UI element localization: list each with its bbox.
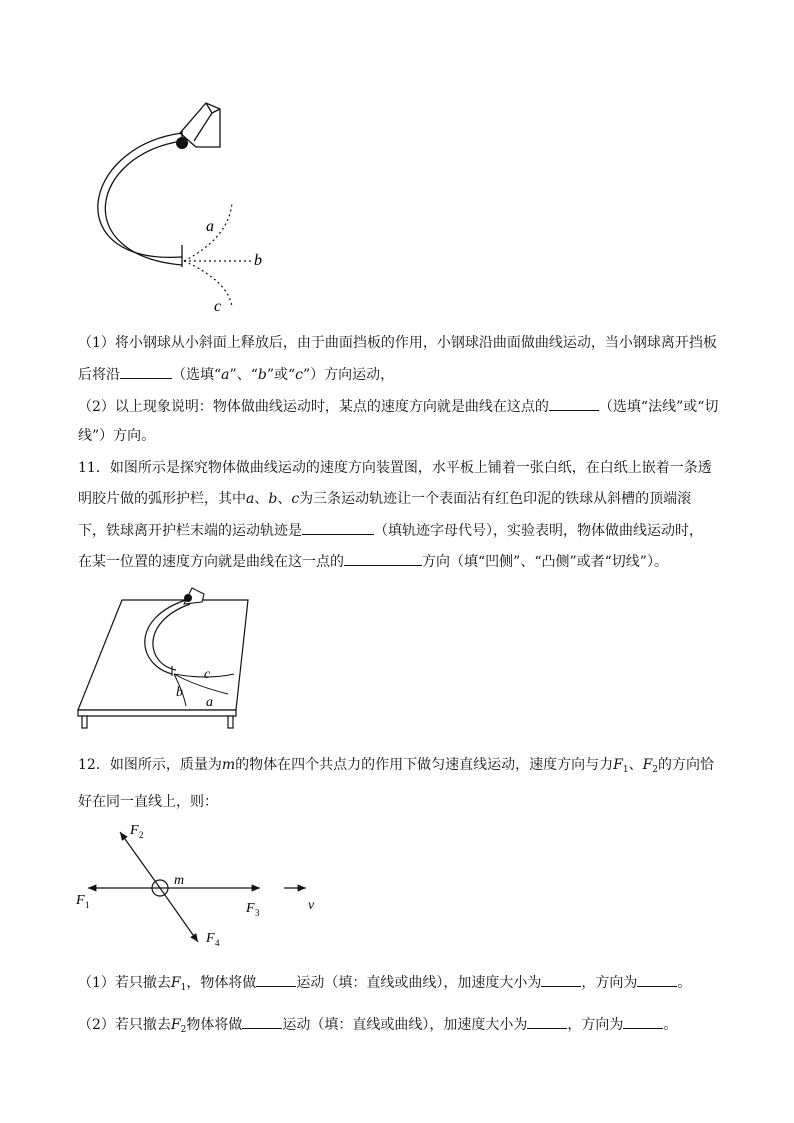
label-f3: F (246, 901, 255, 916)
q11-line4: 在某一位置的速度方向就是曲线在这一点的 方向（填“凹侧”、“凸侧”或者“切线”）。 (78, 551, 668, 572)
label-f1: F (76, 893, 85, 908)
q12-line1: 12．如图所示，质量为m的物体在四个共点力的作用下做匀速直线运动，速度方向与力$F_1$、$F_2$的方向恰 (78, 757, 715, 775)
fig1-label-c: c (214, 298, 222, 315)
curved-baffle (105, 141, 182, 265)
q11-line3: 下，铁球离开护栏末端的运动轨迹是 （填轨迹字母代号），实验表明，物体做曲线运动时， (78, 520, 703, 541)
label-f3-sub: 3 (255, 908, 260, 918)
fig2-label-c: c (204, 667, 211, 682)
label-f4-sub: 4 (215, 938, 220, 948)
fig1-label-a: a (206, 218, 214, 235)
board-top (78, 600, 248, 710)
steel-ball (176, 137, 188, 149)
label-f1-sub: 1 (85, 900, 90, 910)
answer-blank[interactable] (120, 364, 172, 379)
fig1-label-b: b (254, 252, 262, 269)
q10-part1-line2: 后将沿 （选填“a”、“b”或“c”）方向运动， (78, 364, 394, 385)
fig2-label-a: a (206, 695, 213, 710)
answer-blank[interactable] (549, 396, 599, 411)
answer-blank[interactable] (344, 551, 422, 566)
force-f4-arrow (160, 888, 198, 942)
answer-blank[interactable] (242, 1014, 282, 1029)
figure-board-apparatus (76, 582, 250, 732)
table-leg (82, 716, 87, 728)
label-v: v (308, 898, 315, 913)
q12-line2: 好在同一直线上，则： (78, 794, 218, 810)
q12-part2: （2）若只撤去$F_2$物体将做 运动（填：直线或曲线），加速度大小为 ，方向为 。 (78, 1014, 677, 1040)
answer-blank[interactable] (637, 972, 677, 987)
q10-part2-line2: 线”）方向。 (78, 428, 156, 444)
table-leg (228, 716, 233, 728)
q10-part1-line1: （1）将小钢球从小斜面上释放后，由于曲面挡板的作用，小钢球沿曲面做曲线运动，当小钢球离开挡板 (78, 335, 717, 351)
answer-blank[interactable] (527, 1014, 567, 1029)
answer-blank[interactable] (256, 972, 296, 987)
figure-curved-baffle (80, 95, 280, 315)
trajectory-c (184, 261, 232, 307)
q10-part2-line1: （2）以上现象说明：物体做曲线运动时，某点的速度方向就是曲线在这点的 （选填“法线”或“切 (78, 396, 718, 417)
q12-part1: （1）若只撤去$F_1$，物体将做 运动（填：直线或曲线），加速度大小为 ，方向为 。 (78, 972, 691, 998)
q11-line1: 11．如图所示是探究物体做曲线运动的速度方向装置图，水平板上铺着一张白纸，在白纸上嵌着一条透 (78, 460, 712, 476)
answer-blank[interactable] (541, 972, 581, 987)
figure-force-diagram (70, 818, 340, 953)
answer-blank[interactable] (302, 520, 374, 535)
force-f2-arrow (120, 832, 160, 888)
q11-line2: 明胶片做的弧形护栏，其中a、b、c为三条运动轨迹让一个表面沾有红色印泥的铁球从斜槽的顶端滚 (78, 491, 692, 507)
label-m: m (174, 873, 185, 888)
label-f4: F (206, 931, 215, 946)
label-f2-sub: 2 (139, 830, 144, 840)
label-f2: F (130, 823, 139, 838)
fig2-label-b: b (176, 685, 183, 700)
answer-blank[interactable] (623, 1014, 663, 1029)
